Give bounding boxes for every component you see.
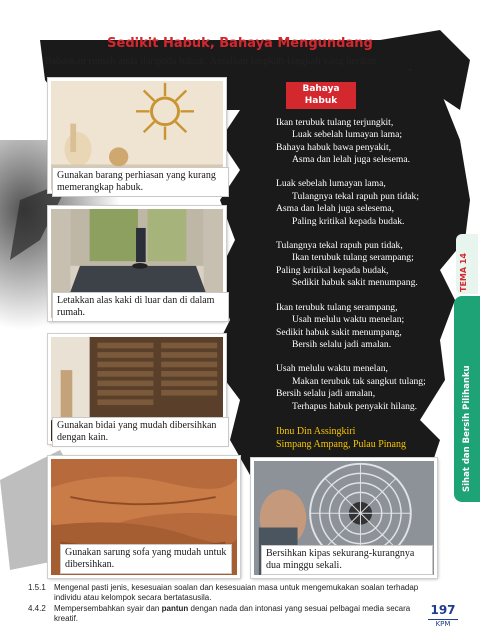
caption-doormat: Letakkan alas kaki di luar dan di dalam rumah.	[52, 292, 229, 322]
intro-text: Bebaskan rumah anda daripada habuk. Amalkan langkah-langkah yang berikut.	[45, 56, 379, 67]
page-title: Sedikit Habuk, Bahaya Mengundang	[107, 36, 373, 51]
poem-place: Simpang Ampang, Pulau Pinang	[276, 438, 406, 450]
page-number-badge	[428, 603, 458, 633]
poem-line: Tulangnya tekal rapuh pun tidak,	[276, 240, 403, 252]
poem-line: Ikan terubuk tulang terjungkit,	[276, 116, 394, 128]
poem-line: Paling kritikal kepada budak.	[292, 215, 405, 227]
poem-line: Asma dan lelah juga selesema,	[276, 203, 395, 215]
tema-label: TEMA 14	[459, 253, 468, 292]
poem-stanza-4	[276, 302, 452, 352]
poem-stanza-1	[276, 117, 452, 167]
footnote-code: 4.4.2	[28, 604, 46, 613]
footnote-text-bold: pantun	[161, 604, 189, 613]
poem-line: Sedikit habuk sakit menumpang.	[292, 277, 418, 289]
poem-line: Asma dan lelah juga selesema.	[292, 154, 411, 166]
footnote	[28, 583, 423, 603]
poem-line: Ikan terubuk tulang serampang;	[292, 252, 414, 264]
poem-line: Luak sebelah lumayan lama,	[276, 178, 386, 190]
footnote-text	[54, 604, 423, 624]
poem-stanza-3	[276, 240, 452, 290]
poem-line: Bersih selalu jadi amalan.	[292, 338, 392, 350]
poem-line: Usah melulu waktu menelan;	[292, 314, 405, 326]
poem-line: Ikan terubuk tulang serampang,	[276, 301, 398, 313]
footnote	[28, 604, 423, 624]
poem-line: Terhapus habuk penyakit hilang.	[292, 400, 418, 412]
publisher-logo: KPM	[428, 619, 458, 628]
poem-author: Ibnu Din Assingkiri	[276, 425, 356, 437]
poem-line: Bersih selalu jadi amalan,	[276, 388, 376, 400]
footnote-text: Mengenal pasti jenis, kesesuaian soalan dan kesesuaian masa untuk mengemukakan soalan terhadap individu atau kelompok secara bertatasusila.	[54, 583, 419, 602]
tema-tab	[456, 234, 478, 294]
poem-line: Tulangnya tekal rapuh pun tidak;	[292, 190, 420, 202]
learning-standards	[28, 583, 423, 625]
poem-stanza-5	[276, 363, 452, 413]
footnote-text-pre: Mempersembahkan syair dan	[54, 604, 162, 613]
poem-stanza-2	[276, 178, 452, 228]
poem-line: Bahaya habuk bawa penyakit,	[276, 141, 392, 153]
poem-line: Luak sebelah lumayan lama;	[292, 129, 403, 141]
poem-title: Bahaya Habuk	[286, 82, 356, 109]
footnote-code: 1.5.1	[28, 583, 46, 592]
caption-blinds: Gunakan bidai yang mudah dibersihkan dengan kain.	[52, 417, 229, 447]
poem-line: Paling kritikal kepada budak,	[276, 264, 389, 276]
caption-fan: Bersihkan kipas sekurang-kurangnya dua minggu sekali.	[261, 545, 433, 575]
footnote-text-post: dengan nada dan intonasi yang sesuai pelbagai media secara kreatif.	[54, 604, 411, 623]
poem-line: Makan terubuk tak sangkut tulang;	[292, 375, 426, 387]
theme-side-bar	[454, 296, 480, 502]
poem-line: Usah melulu waktu menelan,	[276, 363, 388, 375]
poem	[276, 82, 452, 451]
poem-line: Sedikit habuk sakit menumpang,	[276, 326, 402, 338]
theme-label: Sihat dan Bersih Pilihanku	[462, 365, 472, 492]
caption-vase: Gunakan barang perhiasan yang kurang memerangkap habuk.	[52, 167, 229, 197]
page-number: 197	[430, 603, 456, 617]
caption-sofa: Gunakan sarung sofa yang mudah untuk dibersihkan.	[60, 544, 232, 574]
